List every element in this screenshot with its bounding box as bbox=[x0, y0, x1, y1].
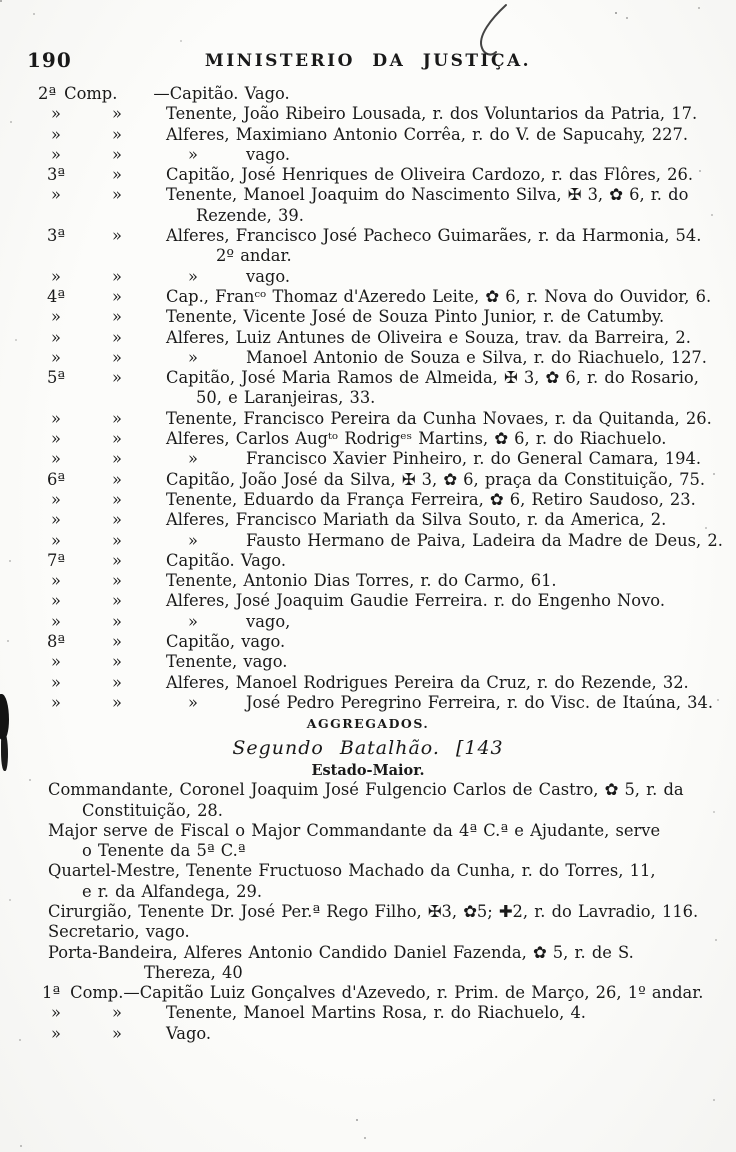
roster-row bbox=[0, 348, 736, 368]
roster-row bbox=[0, 368, 736, 409]
ditto-mark: » bbox=[51, 1023, 61, 1043]
entry-line: Alferes, Luiz Antunes de Oliveira e Souza, trav. da Barreira, 2. bbox=[166, 327, 691, 347]
entry-line: —Capitão Luiz Gonçalves d'Azevedo, r. Prim. de Março, 26, 1º andar. bbox=[123, 983, 704, 1003]
entry-text bbox=[166, 591, 736, 611]
ditto-mark: » bbox=[112, 510, 122, 530]
ditto-mark: » bbox=[188, 530, 198, 550]
roster-row bbox=[0, 145, 736, 165]
ditto-mark: » bbox=[188, 144, 198, 164]
company-number: » bbox=[51, 347, 61, 367]
roster-row bbox=[0, 307, 736, 327]
page-content bbox=[0, 84, 736, 1044]
roster-row bbox=[0, 612, 736, 632]
ditto-mark: » bbox=[112, 408, 122, 428]
company-number: » bbox=[51, 449, 61, 469]
staff-row bbox=[0, 821, 736, 862]
entry-line: Tenente, Antonio Dias Torres, r. do Carmo, 61. bbox=[166, 571, 557, 591]
entry-continuation: Rezende, 39. bbox=[196, 205, 304, 225]
entry-text bbox=[166, 125, 736, 145]
entry-line: Tenente, Eduardo da França Ferreira, ✿ 6, Retiro Saudoso, 23. bbox=[166, 489, 696, 509]
entry-line: Secretario, vago. bbox=[48, 922, 190, 942]
roster-row bbox=[0, 328, 736, 348]
entry-line: Capitão, José Maria Ramos de Almeida, ✠ 3, ✿ 6, r. do Rosario, bbox=[166, 368, 699, 388]
entry-line: Alferes, José Joaquim Gaudie Ferreira. r. do Engenho Novo. bbox=[166, 591, 665, 611]
ditto-mark: » bbox=[188, 266, 198, 286]
company-number: » bbox=[51, 652, 61, 672]
entry-text bbox=[166, 145, 736, 165]
company-number: » bbox=[51, 591, 61, 611]
entry-line: Alferes, Carlos Augᵗᵒ Rodrigᵉˢ Martins, ✿ 6, r. do Riachuelo. bbox=[166, 429, 667, 449]
ditto-mark: » bbox=[112, 368, 122, 388]
company-number: » bbox=[51, 124, 61, 144]
ditto-mark: » bbox=[112, 449, 122, 469]
ditto-mark: » bbox=[112, 144, 122, 164]
battalion-heading: Segundo Batalhão. [143 bbox=[232, 737, 504, 760]
company-number: 3ª bbox=[46, 165, 66, 185]
entry-text bbox=[166, 531, 736, 551]
ditto-mark: » bbox=[112, 632, 122, 652]
entry-continuation: o Tenente da 5ª C.ª bbox=[82, 841, 246, 861]
entry-line: Cap., Franᶜᵒ Thomaz d'Azeredo Leite, ✿ 6, r. Nova do Ouvidor, 6. bbox=[166, 286, 712, 306]
entry-text bbox=[166, 612, 736, 632]
roster-row bbox=[0, 409, 736, 429]
company-number: 7ª bbox=[46, 550, 66, 570]
entry-line: Capitão, José Henriques de Oliveira Cardozo, r. das Flôres, 26. bbox=[166, 165, 694, 185]
estado-maior-heading: Estado-Maior. bbox=[311, 762, 425, 780]
scan-noise bbox=[0, 0, 2, 2]
staff-row bbox=[0, 943, 736, 984]
company-number: » bbox=[51, 307, 61, 327]
ditto-mark: » bbox=[112, 571, 122, 591]
entry-line: Porta-Bandeira, Alferes Antonio Candido Daniel Fazenda, ✿ 5, r. de S. bbox=[48, 942, 634, 962]
roster-row bbox=[0, 693, 736, 713]
entry-text bbox=[166, 673, 736, 693]
staff-row bbox=[0, 780, 736, 821]
company-number: » bbox=[51, 571, 61, 591]
staff-row bbox=[0, 861, 736, 902]
company-number: » bbox=[51, 692, 61, 712]
roster-row bbox=[0, 470, 736, 490]
ditto-mark: » bbox=[188, 611, 198, 631]
ditto-mark: » bbox=[112, 429, 122, 449]
roster-row bbox=[0, 490, 736, 510]
page-title: MINISTERIO DA JUSTIÇA. bbox=[204, 51, 532, 71]
entry-continuation: 50, e Laranjeiras, 33. bbox=[196, 388, 376, 408]
ditto-mark: » bbox=[112, 591, 122, 611]
ditto-mark: » bbox=[112, 692, 122, 712]
company-number: » bbox=[51, 672, 61, 692]
entry-text bbox=[166, 632, 736, 652]
entry-text bbox=[166, 409, 736, 429]
roster-row bbox=[0, 165, 736, 185]
ditto-mark: » bbox=[112, 165, 122, 185]
entry-line: vago. bbox=[246, 144, 291, 164]
company-label: Comp. bbox=[70, 983, 124, 1003]
ditto-mark: » bbox=[112, 1003, 122, 1023]
ditto-mark: » bbox=[112, 530, 122, 550]
entry-line: Tenente, Vicente José de Souza Pinto Junior, r. de Catumby. bbox=[166, 307, 665, 327]
entry-line: Alferes, Francisco José Pacheco Guimarães, r. da Harmonia, 54. bbox=[166, 226, 702, 246]
entry-line: Capitão, vago. bbox=[166, 632, 286, 652]
company-number: » bbox=[51, 144, 61, 164]
company-number: » bbox=[51, 104, 61, 124]
entry-line: vago, bbox=[246, 611, 291, 631]
entry-text bbox=[166, 470, 736, 490]
page-number: 190 bbox=[27, 48, 72, 72]
roster-row bbox=[0, 591, 736, 611]
ditto-mark: » bbox=[112, 489, 122, 509]
aggregados-heading: AGGREGADOS. bbox=[306, 716, 430, 732]
company-label: Comp. bbox=[64, 84, 118, 103]
ditto-mark: » bbox=[112, 469, 122, 489]
entry-text bbox=[166, 693, 736, 713]
company-number: » bbox=[51, 266, 61, 286]
entry-line: Alferes, Francisco Mariath da Silva Souto, r. da America, 2. bbox=[166, 510, 667, 530]
roster-row bbox=[0, 287, 736, 307]
entry-text bbox=[166, 307, 736, 327]
entry-text bbox=[166, 490, 736, 510]
entry-text bbox=[166, 185, 736, 226]
entry-text bbox=[166, 1003, 736, 1023]
ditto-mark: » bbox=[112, 672, 122, 692]
entry-line: Fausto Hermano de Paiva, Ladeira da Madre de Deus, 2. bbox=[246, 530, 723, 550]
ditto-mark: » bbox=[112, 286, 122, 306]
company-number: 6ª bbox=[46, 469, 66, 489]
company-roster bbox=[0, 104, 736, 713]
ditto-mark: » bbox=[51, 1003, 61, 1023]
company-number: 5ª bbox=[46, 368, 66, 388]
roster-row bbox=[0, 531, 736, 551]
entry-text bbox=[166, 652, 736, 672]
entry-line: Quartel-Mestre, Tenente Fructuoso Machado da Cunha, r. do Torres, 11, bbox=[48, 861, 656, 881]
entry-text bbox=[166, 1024, 736, 1044]
company-number: » bbox=[51, 408, 61, 428]
company-number: » bbox=[51, 510, 61, 530]
entry-text bbox=[166, 328, 736, 348]
company-number: » bbox=[51, 429, 61, 449]
company-opening-line bbox=[0, 983, 736, 1003]
entry-text bbox=[166, 449, 736, 469]
ditto-mark: » bbox=[112, 124, 122, 144]
staff-row bbox=[0, 902, 736, 922]
staff-list bbox=[0, 780, 736, 983]
company-number: 2ª bbox=[38, 84, 57, 103]
company-number: » bbox=[51, 530, 61, 550]
company-number: » bbox=[51, 611, 61, 631]
ditto-mark: » bbox=[112, 652, 122, 672]
entry-line: José Pedro Peregrino Ferreira, r. do Visc. de Itaúna, 34. bbox=[246, 692, 714, 712]
ditto-mark: » bbox=[112, 185, 122, 205]
entry-text bbox=[166, 551, 736, 571]
entry-line: vago. bbox=[246, 266, 291, 286]
roster-row bbox=[0, 632, 736, 652]
entry-line: Cirurgião, Tenente Dr. José Per.ª Rego Filho, ✠3, ✿5; ✚2, r. do Lavradio, 116. bbox=[48, 901, 699, 921]
entry-text bbox=[166, 165, 736, 185]
entry-line: Capitão. Vago. bbox=[166, 550, 286, 570]
entry-line: Commandante, Coronel Joaquim José Fulgencio Carlos de Castro, ✿ 5, r. da bbox=[48, 780, 684, 800]
entry-line: Capitão, João José da Silva, ✠ 3, ✿ 6, praça da Constituição, 75. bbox=[166, 469, 706, 489]
entry-line: —Capitão. Vago. bbox=[153, 84, 290, 103]
entry-line: Alferes, Maximiano Antonio Corrêa, r. do V. de Sapucahy, 227. bbox=[166, 124, 689, 144]
roster-row bbox=[0, 125, 736, 145]
roster-row bbox=[0, 510, 736, 530]
company-roster bbox=[0, 1003, 736, 1044]
entry-text bbox=[166, 287, 736, 307]
entry-line: Major serve de Fiscal o Major Commandante da 4ª C.ª e Ajudante, serve bbox=[48, 820, 661, 840]
company-opening-line bbox=[0, 84, 736, 104]
entry-line: Tenente, vago. bbox=[166, 652, 288, 672]
company-number: 4ª bbox=[46, 286, 66, 306]
entry-line: Tenente, Francisco Pereira da Cunha Novaes, r. da Quitanda, 26. bbox=[166, 408, 712, 428]
roster-row bbox=[0, 571, 736, 591]
entry-text bbox=[166, 104, 736, 124]
entry-line: Alferes, Manoel Rodrigues Pereira da Cruz, r. do Rezende, 32. bbox=[166, 672, 689, 692]
entry-line: Tenente, Manoel Martins Rosa, r. do Riachuelo, 4. bbox=[166, 1003, 586, 1023]
entry-continuation: Constituição, 28. bbox=[82, 800, 223, 820]
entry-continuation-indented: Thereza, 40 bbox=[144, 962, 243, 982]
roster-row bbox=[0, 1003, 736, 1023]
entry-text bbox=[166, 510, 736, 530]
entry-line: Manoel Antonio de Souza e Silva, r. do Riachuelo, 127. bbox=[246, 347, 707, 367]
ditto-mark: » bbox=[112, 327, 122, 347]
entry-line: Vago. bbox=[166, 1023, 212, 1043]
entry-line: Tenente, Manoel Joaquim do Nascimento Silva, ✠ 3, ✿ 6, r. do bbox=[166, 185, 689, 205]
roster-row bbox=[0, 1024, 736, 1044]
entry-text bbox=[166, 226, 736, 267]
roster-row bbox=[0, 652, 736, 672]
entry-continuation: e r. da Alfandega, 29. bbox=[82, 881, 263, 901]
roster-row bbox=[0, 551, 736, 571]
entry-text bbox=[166, 348, 736, 368]
ditto-mark: » bbox=[112, 611, 122, 631]
entry-line: Tenente, João Ribeiro Lousada, r. dos Voluntarios da Patria, 17. bbox=[166, 104, 698, 124]
entry-continuation-indented: 2º andar. bbox=[216, 246, 292, 266]
ditto-mark: » bbox=[112, 1023, 122, 1043]
entry-text bbox=[166, 429, 736, 449]
ditto-mark: » bbox=[188, 347, 198, 367]
company-number: » bbox=[51, 489, 61, 509]
company-number: » bbox=[51, 185, 61, 205]
entry-text bbox=[166, 267, 736, 287]
ditto-mark: » bbox=[112, 226, 122, 246]
ditto-mark: » bbox=[188, 692, 198, 712]
staff-row bbox=[0, 922, 736, 942]
roster-row bbox=[0, 673, 736, 693]
company-number: » bbox=[51, 327, 61, 347]
ditto-mark: » bbox=[112, 266, 122, 286]
ditto-mark: » bbox=[112, 347, 122, 367]
entry-line: Francisco Xavier Pinheiro, r. do General Camara, 194. bbox=[246, 449, 702, 469]
ditto-mark: » bbox=[112, 307, 122, 327]
ditto-mark: » bbox=[112, 550, 122, 570]
company-number: 8ª bbox=[46, 632, 66, 652]
entry-text bbox=[166, 571, 736, 591]
roster-row bbox=[0, 185, 736, 226]
company-number: 3ª bbox=[46, 226, 66, 246]
roster-row bbox=[0, 429, 736, 449]
roster-row bbox=[0, 449, 736, 469]
roster-row bbox=[0, 226, 736, 267]
roster-row bbox=[0, 104, 736, 124]
ditto-mark: » bbox=[112, 104, 122, 124]
roster-row bbox=[0, 267, 736, 287]
ditto-mark: » bbox=[188, 449, 198, 469]
company-number: 1ª bbox=[42, 983, 61, 1003]
entry-text bbox=[166, 368, 736, 409]
